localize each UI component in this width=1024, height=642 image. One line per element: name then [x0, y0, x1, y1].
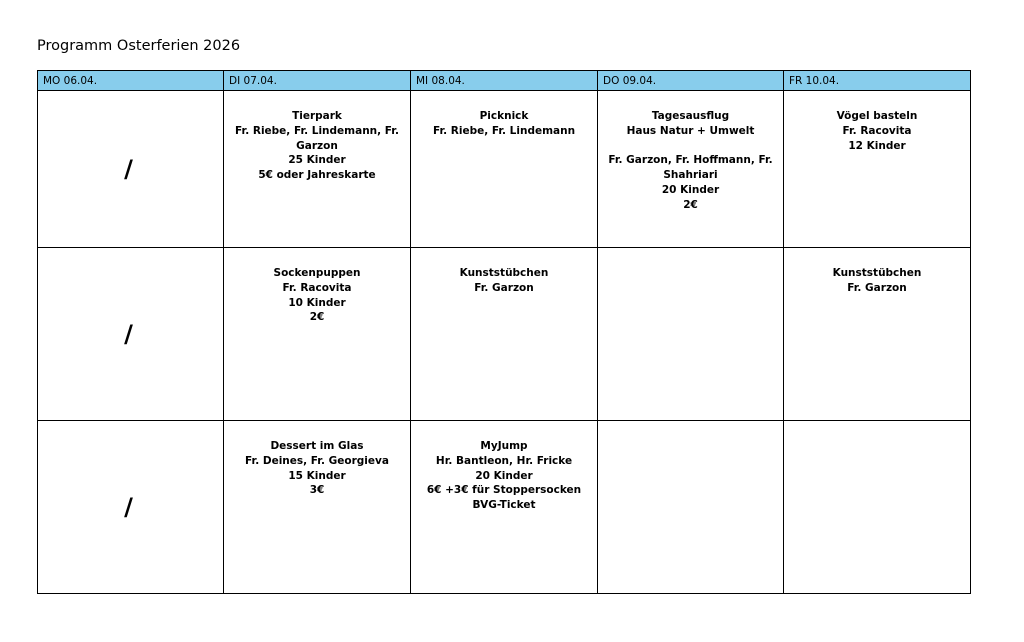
cell-do	[598, 91, 784, 248]
table-row	[38, 91, 971, 248]
cell-line: Fr. Riebe, Fr. Lindemann, Fr.	[235, 124, 399, 137]
cell-line: Haus Natur + Umwelt	[626, 124, 755, 137]
cell-line: 2€	[309, 311, 325, 324]
cell-mi	[411, 421, 598, 594]
cell-line: 12 Kinder	[848, 139, 906, 152]
day-header-mo: MO 06.04.	[38, 71, 224, 91]
cell-line: Fr. Garzon	[474, 281, 534, 294]
cell-line: Dessert im Glas	[270, 440, 364, 452]
cell-line: Fr. Garzon, Fr. Hoffmann, Fr.	[608, 154, 773, 167]
cell-mo-text: /	[124, 492, 133, 521]
cell-line: 15 Kinder	[288, 469, 346, 482]
cell-line: Garzon	[296, 139, 338, 152]
day-header-mi: MI 08.04.	[411, 71, 598, 91]
cell-line: Tierpark	[292, 110, 342, 122]
cell-line: 25 Kinder	[288, 154, 346, 167]
cell-line: Fr. Riebe, Fr. Lindemann	[432, 124, 576, 137]
cell-line: Fr. Garzon	[847, 281, 907, 294]
day-header-di: DI 07.04.	[224, 71, 411, 91]
cell-mo	[38, 421, 224, 594]
cell-line: Picknick	[479, 110, 529, 122]
cell-line: Fr. Deines, Fr. Georgieva	[245, 454, 389, 467]
schedule-table	[37, 70, 971, 594]
cell-line: Kunststübchen	[459, 267, 549, 279]
page-title: Programm Osterferien 2026	[37, 38, 241, 54]
day-header-fr: FR 10.04.	[784, 71, 971, 91]
header-row	[38, 71, 971, 91]
cell-line: Kunststübchen	[832, 267, 922, 279]
cell-line: Hr. Bantleon, Hr. Fricke	[435, 454, 573, 467]
cell-line: 2€	[683, 198, 698, 211]
cell-line: MyJump	[480, 440, 528, 452]
cell-line: 5€ oder Jahreskarte	[258, 169, 376, 182]
cell-line: 20 Kinder	[475, 469, 533, 482]
cell-do	[598, 248, 784, 421]
cell-mo-text: /	[124, 154, 133, 183]
table-row	[38, 421, 971, 594]
cell-do	[598, 421, 784, 594]
cell-line	[608, 139, 773, 154]
table-row	[38, 248, 971, 421]
cell-line: Shahriari	[663, 169, 718, 182]
cell-line: Sockenpuppen	[273, 267, 361, 279]
cell-line: Vögel basteln	[836, 110, 918, 122]
day-header-do: DO 09.04.	[598, 71, 784, 91]
cell-fr	[784, 91, 971, 248]
cell-fr	[784, 248, 971, 421]
cell-fr	[784, 421, 971, 594]
cell-line: Fr. Racovita	[282, 281, 352, 294]
cell-line: Tagesausflug	[651, 110, 730, 122]
cell-mo	[38, 91, 224, 248]
cell-line: Fr. Racovita	[842, 124, 912, 137]
cell-line: 3€	[309, 484, 325, 497]
cell-line: 10 Kinder	[288, 296, 346, 309]
cell-di	[224, 421, 411, 594]
cell-line: BVG-Ticket	[472, 499, 536, 512]
cell-mo	[38, 248, 224, 421]
cell-di	[224, 91, 411, 248]
cell-di	[224, 248, 411, 421]
cell-mo-text: /	[124, 319, 133, 348]
cell-mi	[411, 248, 598, 421]
cell-mi	[411, 91, 598, 248]
cell-line: 20 Kinder	[661, 183, 720, 196]
cell-line: 6€ +3€ für Stoppersocken	[426, 484, 582, 497]
